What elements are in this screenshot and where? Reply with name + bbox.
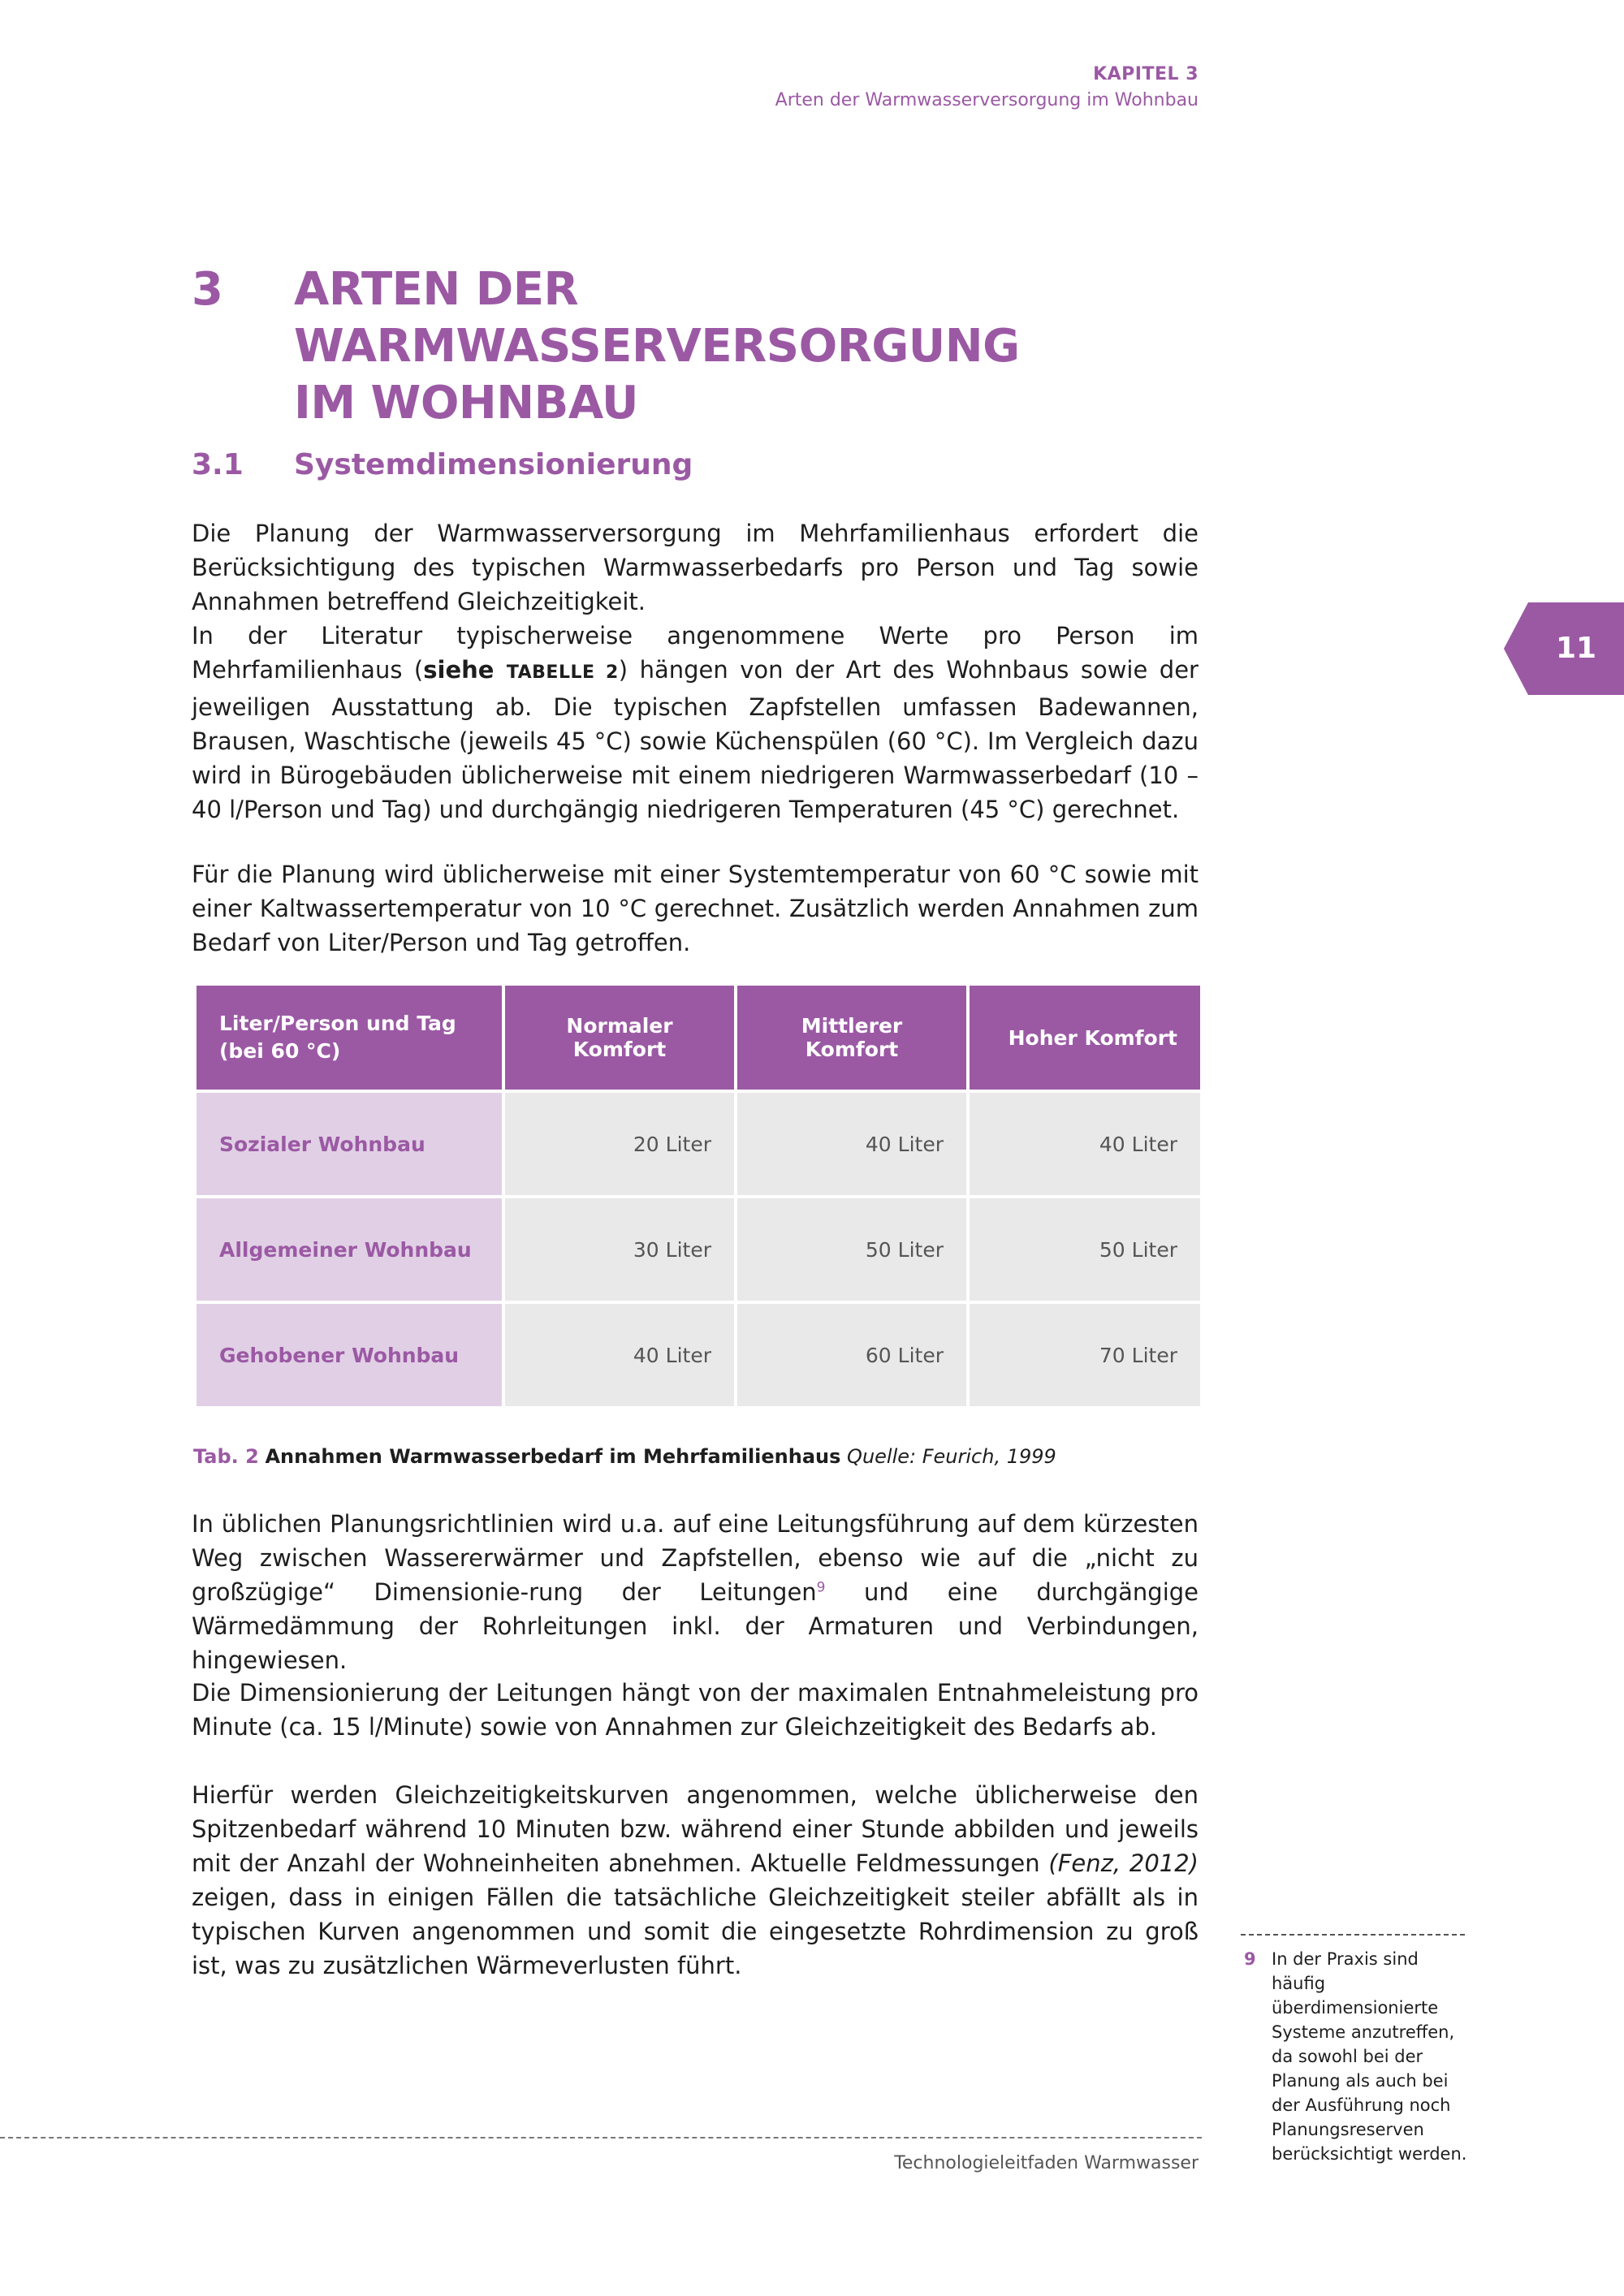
footer-divider: [0, 2137, 1202, 2138]
row-header: Gehobener Wohnbau: [195, 1302, 503, 1408]
chapter-title: [294, 261, 1220, 432]
table-cell: 40 Liter: [736, 1091, 968, 1197]
caption-label: Tab. 2: [193, 1445, 259, 1468]
water-demand-table: [193, 982, 1203, 1409]
running-header-chapter: KAPITEL 3: [1093, 64, 1199, 84]
footnote-reference[interactable]: 9: [816, 1579, 826, 1596]
table-cell: 40 Liter: [503, 1302, 736, 1408]
table-cell: 70 Liter: [968, 1302, 1202, 1408]
chapter-title-line1: ARTEN DER WARMWASSERVERSORGUNG: [294, 263, 1020, 373]
paragraph-2: [192, 619, 1199, 826]
row-header: Allgemeiner Wohnbau: [195, 1197, 503, 1302]
page-number: 11: [1555, 632, 1597, 665]
footnote-divider: [1241, 1934, 1465, 1936]
column-header-medium: Mittlerer Komfort: [736, 984, 968, 1091]
chapter-number: 3: [192, 263, 223, 316]
table-corner-header-line1: Liter/Person und Tag: [219, 1012, 456, 1035]
caption-title: Annahmen Warmwasserbedarf im Mehrfamilienhaus: [265, 1445, 841, 1468]
table-corner-header-line2: (bei 60 °C): [219, 1039, 341, 1063]
column-header-normal: Normaler Komfort: [503, 984, 736, 1091]
footnote-text: In der Praxis sind häufig überdimensionierte Systeme anzutreffen, da sowohl bei der Planung als auch bei der Ausführung noch Planungsreserven berücksichtigt werden.: [1272, 1949, 1467, 2164]
section-number: 3.1: [192, 448, 244, 481]
paragraph-3: Für die Planung wird üblicherweise mit einer Systemtemperatur von 60 °C sowie mit einer Kaltwassertemperatur von 10 °C gerechnet. Zusätzlich werden Annahmen zum Bedarf von Liter/Person und Tag getroffen.: [192, 861, 1199, 956]
paragraph-2-end: ) hängen von der Art des Wohnbaus sowie der jeweiligen Ausstattung ab. Die typischen Zapfstellen umfassen Badewannen, Brausen, Waschtische (jeweils 45 °C) sowie Küchenspülen (60 °C). Im Vergleich dazu wird in Bürogebäuden üblicherweise mit einem niedrigeren Warmwasserbedarf (10 – 40 l/Person und Tag) und durchgängig niedrigeren Temperaturen (45 °C) gerechnet.: [192, 656, 1199, 823]
table-caption: [193, 1444, 1056, 1470]
paragraph-4-start: In üblichen Planungsrichtlinien wird u.a. auf eine Leitungsführung auf dem kürzesten Weg zwischen Wassererwärmer und Zapfstellen, ebenso wie auf die „nicht zu großzügige“ Dimensionie-rung der Leitungen: [192, 1510, 1199, 1606]
row-header: Sozialer Wohnbau: [195, 1091, 503, 1197]
column-header-high: Hoher Komfort: [968, 984, 1202, 1091]
paragraph-4: [192, 1507, 1199, 1677]
running-header: [775, 62, 1199, 114]
table-cell: 30 Liter: [503, 1197, 736, 1302]
citation: (Fenz, 2012): [1048, 1849, 1199, 1877]
table-corner-header: [195, 984, 503, 1091]
table-cell: 60 Liter: [736, 1302, 968, 1408]
table-row: [195, 1197, 1202, 1302]
table-row: [195, 1302, 1202, 1408]
paragraph-1: Die Planung der Warmwasserversorgung im Mehrfamilienhaus erfordert die Berücksichtigung des typischen Warmwasserbedarfs pro Person und Tag sowie Annahmen betreffend Gleichzeitigkeit.: [192, 520, 1199, 615]
section-title: Systemdimensionierung: [294, 448, 693, 481]
table-cell: 50 Liter: [968, 1197, 1202, 1302]
chapter-title-line2: IM WOHNBAU: [294, 377, 638, 429]
table-cell: 20 Liter: [503, 1091, 736, 1197]
paragraph-4-end: und eine durchgängige Wärmedämmung der Rohrleitungen inkl. der Armaturen und Verbindungen, hingewiesen.: [192, 1578, 1199, 1674]
footnote-number: 9: [1244, 1949, 1256, 1969]
paragraph-6-start: Hierfür werden Gleichzeitigkeitskurven angenommen, welche üblicherweise den Spitzenbedarf während 10 Minuten bzw. während einer Stunde abbilden und jeweils mit der Anzahl der Wohneinheiten abnehmen. Aktuelle Feldmessungen: [192, 1781, 1199, 1877]
paragraph-2-start: In der Literatur typischerweise angenommene Werte pro Person im Mehrfamilienhaus (: [192, 622, 1199, 684]
table-row: [195, 1091, 1202, 1197]
table-header-row: [195, 984, 1202, 1091]
table-cell: 40 Liter: [968, 1091, 1202, 1197]
paragraph-6: [192, 1778, 1199, 1983]
table-reference-word: siehe: [423, 656, 495, 684]
table-reference-link[interactable]: TABELLE 2: [506, 662, 619, 683]
running-header-title: Arten der Warmwasserversorgung im Wohnbau: [775, 90, 1199, 110]
caption-source: Quelle: Feurich, 1999: [847, 1445, 1056, 1468]
paragraph-6-end: zeigen, dass in einigen Fällen die tatsächliche Gleichzeitigkeit steiler abfällt als in typischen Kurven angenommen und somit die eingesetzte Rohrdimension zu groß ist, was zu zusätzlichen Wärmeverlusten führt.: [192, 1884, 1199, 1979]
paragraph-5: Die Dimensionierung der Leitungen hängt von der maximalen Entnahmeleistung pro Minute (ca. 15 l/Minute) sowie von Annahmen zur Gleichzeitigkeit des Bedarfs ab.: [192, 1679, 1199, 1741]
table-cell: 50 Liter: [736, 1197, 968, 1302]
footer-text: Technologieleitfaden Warmwasser: [894, 2153, 1199, 2173]
page-number-tab: [1504, 602, 1624, 695]
